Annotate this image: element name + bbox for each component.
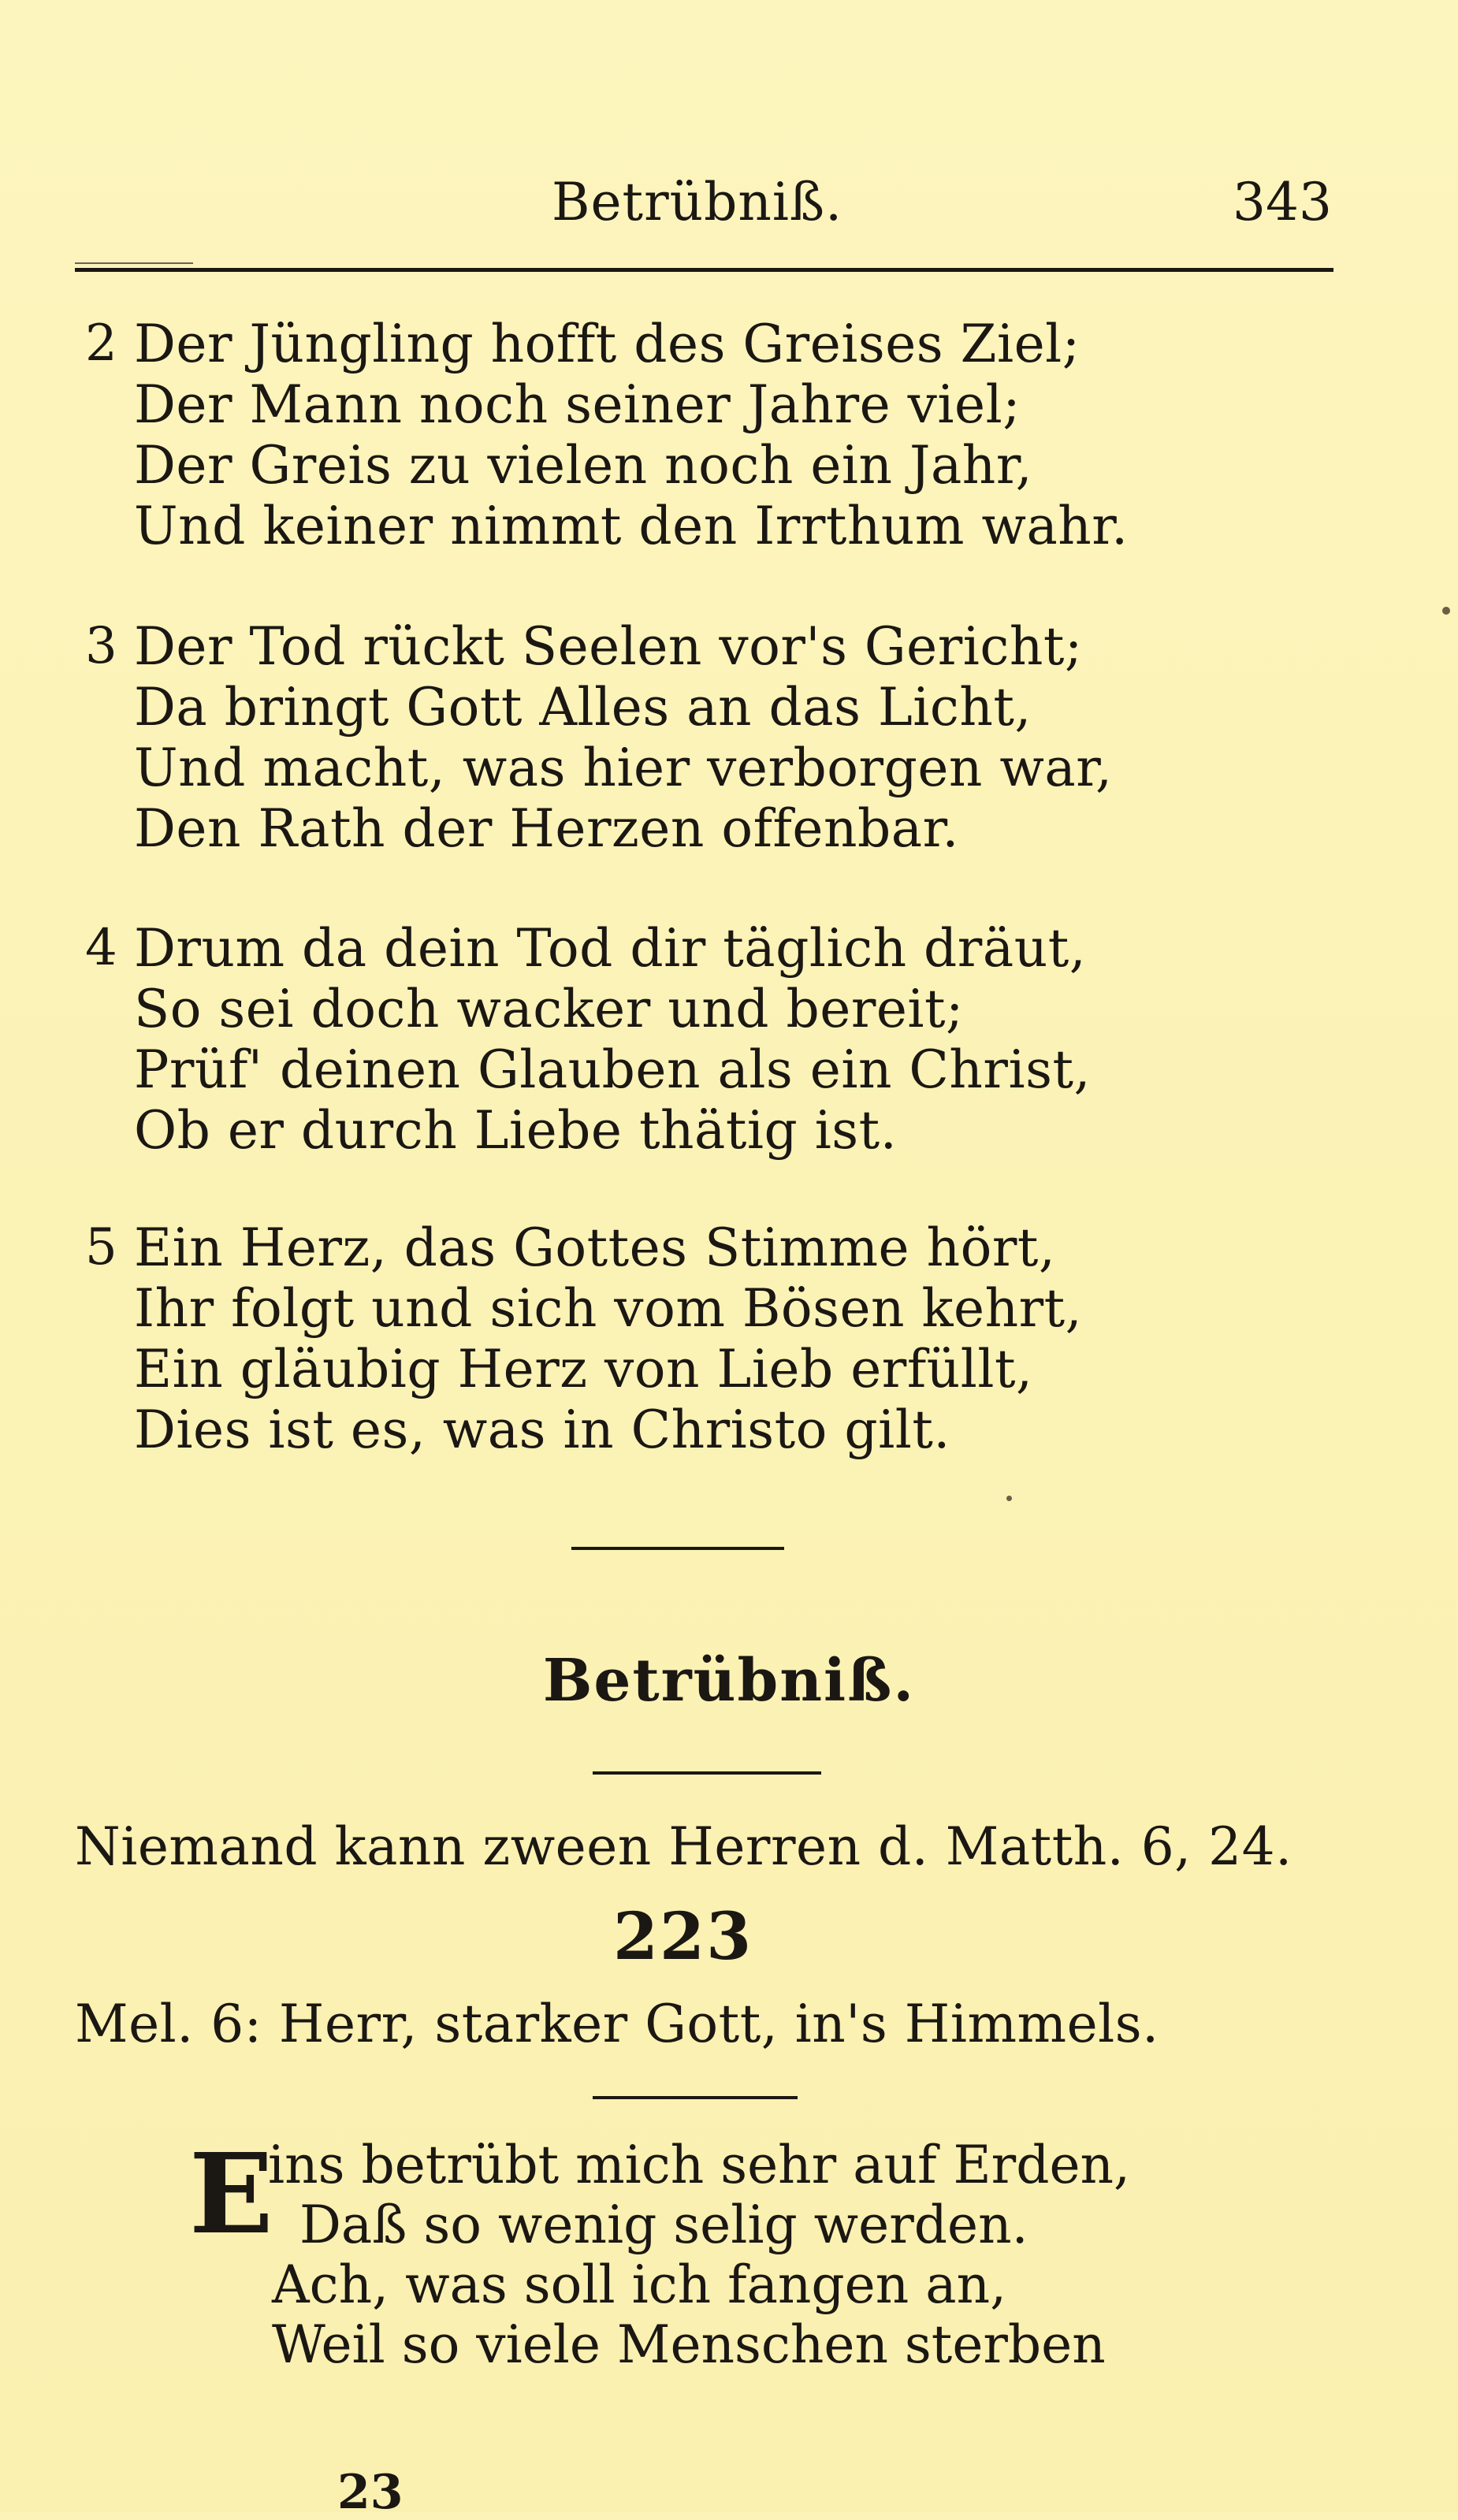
- title-rule: [593, 1771, 821, 1775]
- hymn-line: Daß so wenig selig werden.: [299, 2195, 1028, 2255]
- verse-line: Der Tod rückt Seelen vor's Gericht;: [134, 616, 1083, 677]
- header-rule: [75, 268, 1333, 272]
- verse-line: So sei doch wacker und bereit;: [134, 979, 964, 1039]
- verse-line: Und macht, was hier verborgen war,: [134, 738, 1113, 798]
- section-title: Betrübniß.: [542, 1647, 916, 1715]
- hymn-line: ins betrübt mich sehr auf Erden,: [268, 2135, 1130, 2195]
- running-head: Betrübniß.: [552, 172, 843, 232]
- verse-line: Drum da dein Tod dir täglich dräut,: [134, 918, 1087, 979]
- verse-line: Ein Herz, das Gottes Stimme hört,: [134, 1217, 1056, 1278]
- stanza-number: 3: [85, 617, 117, 675]
- verse-line: Ein gläubig Herz von Lieb erfüllt,: [134, 1339, 1033, 1399]
- verse-line: Dies ist es, was in Christo gilt.: [134, 1399, 950, 1460]
- header-rule-accent: [75, 262, 193, 264]
- stanza-2: [85, 314, 1129, 556]
- stanza-4: [85, 918, 1091, 1161]
- hymn-line: Ach, was soll ich fangen an,: [272, 2254, 1007, 2315]
- page-number: 343: [1233, 172, 1332, 232]
- paper-speck: [1442, 607, 1450, 615]
- hymn-number: 223: [613, 1899, 753, 1975]
- verse-line: Und keiner nimmt den Irrthum wahr.: [134, 496, 1129, 556]
- stanza-3: [85, 616, 1113, 859]
- verse-line: Ob er durch Liebe thätig ist.: [134, 1100, 898, 1161]
- melody-reference: Mel. 6: Herr, starker Gott, in's Himmels.: [75, 1994, 1159, 2054]
- stanza-number: 5: [85, 1218, 117, 1277]
- verse-line: Prüf' deinen Glauben als ein Christ,: [134, 1039, 1091, 1100]
- section-divider: [571, 1547, 784, 1550]
- melody-rule: [593, 2096, 798, 2099]
- stanza-5: [85, 1217, 1083, 1460]
- verse-line: Den Rath der Herzen offenbar.: [134, 798, 959, 859]
- hymn-motto: Niemand kann zween Herren d. Matth. 6, 24.: [75, 1816, 1292, 1877]
- drop-cap-initial: E: [189, 2130, 273, 2259]
- verse-line: Der Jüngling hofft des Greises Ziel;: [134, 314, 1080, 374]
- verse-line: Ihr folgt und sich vom Bösen kehrt,: [134, 1278, 1083, 1339]
- verse-line: Da bringt Gott Alles an das Licht,: [134, 677, 1032, 738]
- paper-speck: [1006, 1496, 1012, 1501]
- stanza-number: 2: [85, 314, 117, 373]
- stanza-number: 4: [85, 919, 117, 977]
- verse-line: Der Mann noch seiner Jahre viel;: [134, 374, 1021, 435]
- signature-mark: 23: [337, 2465, 404, 2520]
- hymn-line: Weil so viele Menschen sterben: [272, 2314, 1106, 2375]
- verse-line: Der Greis zu vielen noch ein Jahr,: [134, 435, 1033, 496]
- hymn-first-stanza: [189, 2130, 1130, 2375]
